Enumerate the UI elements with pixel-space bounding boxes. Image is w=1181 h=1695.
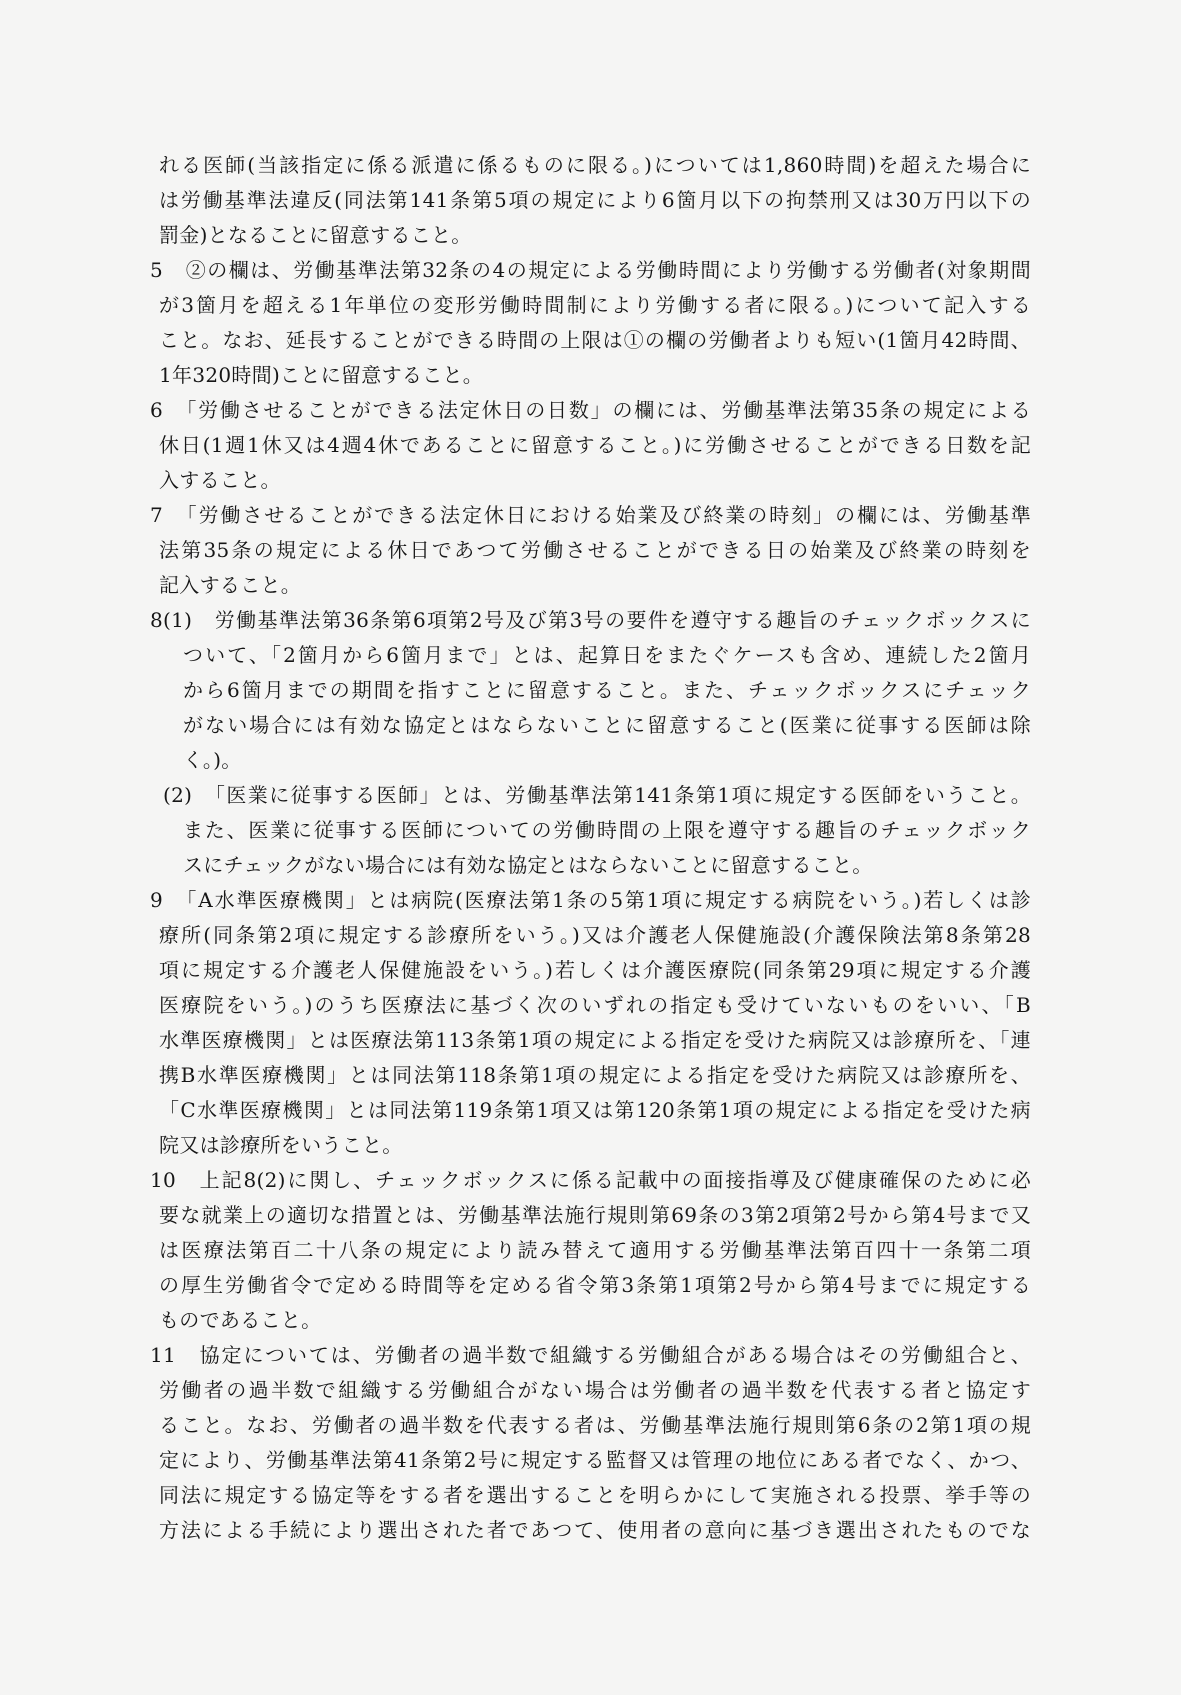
text-line: 携B水準医療機関」とは同法第118条第1項の規定による指定を受けた病院又は診療所を、: [159, 1063, 1031, 1087]
text-line: は医療法第百二十八条の規定により読み替えて適用する労働基準法第百四十一条第二項: [159, 1238, 1031, 1262]
text-line: は労働基準法違反(同法第141条第5項の規定により6箇月以下の拘禁刑又は30万円以下の: [159, 188, 1031, 212]
text-line: 5 ②の欄は、労働基準法第32条の4の規定による労働時間により労働する労働者(対象期間: [150, 258, 1031, 282]
text-line: 要な就業上の適切な措置とは、労働基準法施行規則第69条の3第2項第2号から第4号まで又: [159, 1203, 1031, 1227]
text-line: また、医業に従事する医師についての労働時間の上限を遵守する趣旨のチェックボック: [183, 818, 1031, 842]
document-page: [150, 148, 1031, 1548]
text-line: 法第35条の規定による休日であつて労働させることができる日の始業及び終業の時刻を: [159, 538, 1031, 562]
text-line: 8(1) 労働基準法第36条第6項第2号及び第3号の要件を遵守する趣旨のチェックボックスに: [150, 608, 1031, 632]
text-line: 「C水準医療機関」とは同法第119条第1項又は第120条第1項の規定による指定を受けた病: [159, 1098, 1031, 1122]
text-line: がない場合には有効な協定とはならないことに留意すること(医業に従事する医師は除: [183, 713, 1031, 737]
text-line: 同法に規定する協定等をする者を選出することを明らかにして実施される投票、挙手等の: [159, 1483, 1031, 1507]
text-line: ること。なお、労働者の過半数を代表する者は、労働基準法施行規則第6条の2第1項の規: [159, 1413, 1031, 1437]
text-line: 1年320時間)ことに留意すること。: [159, 363, 484, 387]
text-line: 7 「労働させることができる法定休日における始業及び終業の時刻」の欄には、労働基準: [150, 503, 1031, 527]
text-line: 10 上記8(2)に関し、チェックボックスに係る記載中の面接指導及び健康確保のために必: [150, 1168, 1031, 1192]
text-line: 6 「労働させることができる法定休日の日数」の欄には、労働基準法第35条の規定による: [150, 398, 1031, 422]
text-line: 方法による手続により選出された者であつて、使用者の意向に基づき選出されたものでな: [159, 1518, 1031, 1542]
text-line: 水準医療機関」とは医療法第113条第1項の規定による指定を受けた病院又は診療所を、「連: [159, 1028, 1031, 1052]
text-line: が3箇月を超える1年単位の変形労働時間制により労働する者に限る。)について記入する: [159, 293, 1031, 317]
text-line: 入すること。: [159, 468, 281, 492]
text-line: 記入すること。: [159, 573, 302, 597]
text-line: (2) 「医業に従事する医師」とは、労働基準法第141条第1項に規定する医師をいうこと。: [163, 783, 1031, 807]
text-line: 休日(1週1休又は4週4休であることに留意すること。)に労働させることができる日数を記: [159, 433, 1031, 457]
text-line: の厚生労働省令で定める時間等を定める省令第3条第1項第2号から第4号までに規定する: [159, 1273, 1031, 1297]
text-line: スにチェックがない場合には有効な協定とはならないことに留意すること。: [183, 853, 873, 877]
text-line: 11 協定については、労働者の過半数で組織する労働組合がある場合はその労働組合と、: [150, 1343, 1031, 1367]
text-line: 定により、労働基準法第41条第2号に規定する監督又は管理の地位にある者でなく、かつ、: [159, 1448, 1031, 1472]
text-line: ついて、「2箇月から6箇月まで」とは、起算日をまたぐケースも含め、連続した2箇月: [183, 643, 1031, 667]
text-line: 罰金)となることに留意すること。: [159, 223, 472, 247]
text-line: 労働者の過半数で組織する労働組合がない場合は労働者の過半数を代表する者と協定す: [159, 1378, 1031, 1402]
text-line: れる医師(当該指定に係る派遣に係るものに限る。)については1,860時間)を超えた場合に: [159, 153, 1031, 177]
text-line: ものであること。: [159, 1308, 322, 1332]
text-line: こと。なお、延長することができる時間の上限は①の欄の労働者よりも短い(1箇月42時間、: [159, 328, 1031, 352]
text-line: 項に規定する介護老人保健施設をいう。)若しくは介護医療院(同条第29項に規定する介護: [159, 958, 1031, 982]
text-line: から6箇月までの期間を指すことに留意すること。また、チェックボックスにチェック: [183, 678, 1031, 702]
text-line: く。)。: [183, 748, 242, 772]
text-line: 9 「A水準医療機関」とは病院(医療法第1条の5第1項に規定する病院をいう。)若しくは診: [150, 888, 1031, 912]
text-line: 療所(同条第2項に規定する診療所をいう。)又は介護老人保健施設(介護保険法第8条第28: [159, 923, 1031, 947]
text-line: 医療院をいう。)のうち医療法に基づく次のいずれの指定も受けていないものをいい、「B: [159, 993, 1031, 1017]
text-line: 院又は診療所をいうこと。: [159, 1133, 403, 1157]
